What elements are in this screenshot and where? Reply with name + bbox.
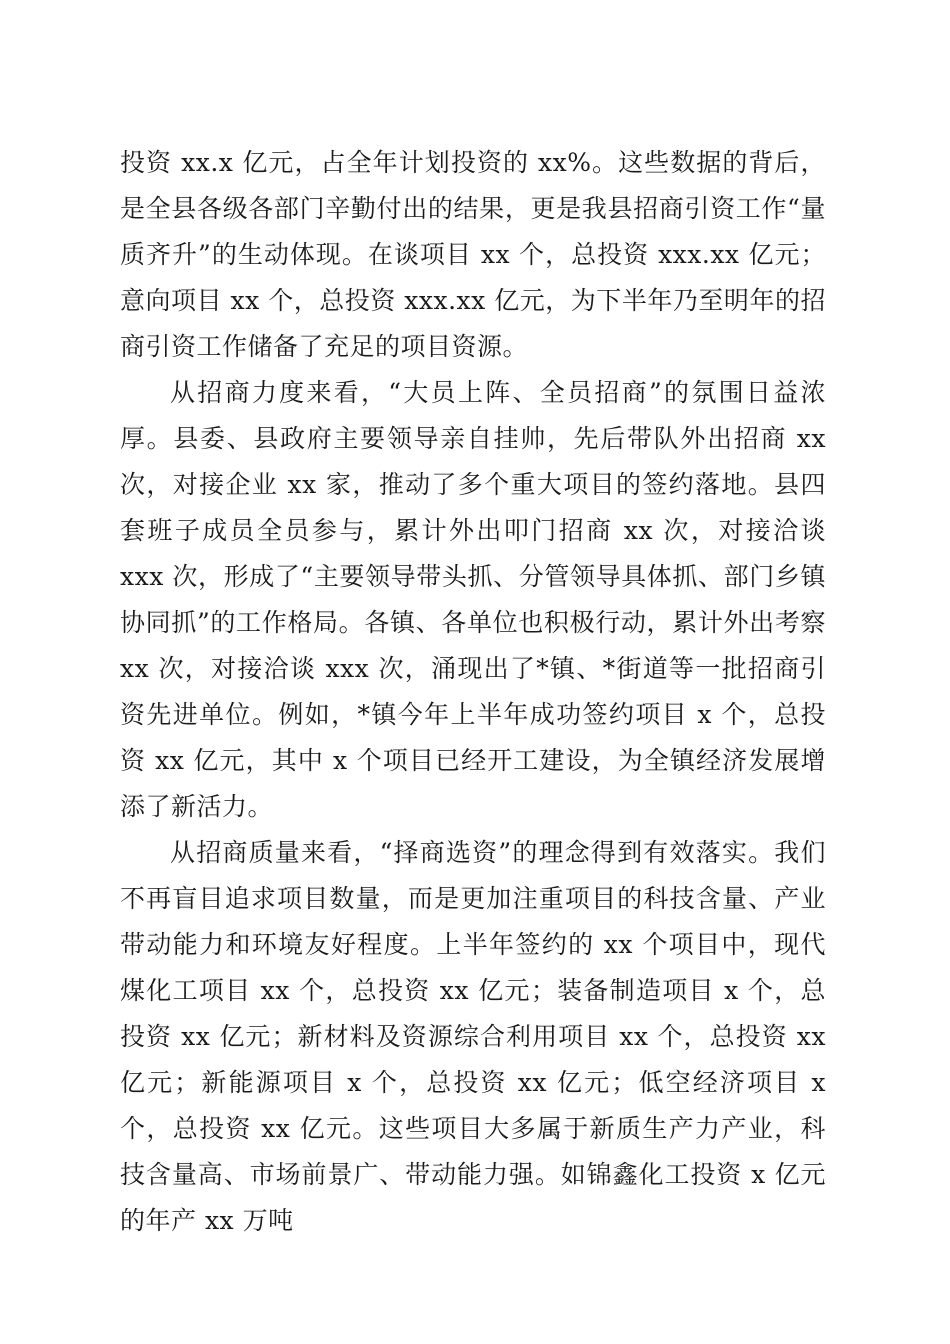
- body-text: [120, 140, 826, 1244]
- paragraph-investment-intensity: 从招商力度来看，“大员上阵、全员招商”的氛围日益浓厚。县委、县政府主要领导亲自挂帅，先后带队外出招商 xx 次，对接企业 xx 家，推动了多个重大项目的签约落地。县四套班子成员全员参与，累计外出叩门招商 xx 次，对接洽谈 xxx 次，形成了“主要领导带头抓、分管领导具体抓、部门乡镇协同抓”的工作格局。各镇、各单位也积极行动，累计外出考察 xx 次，对接洽谈 xxx 次，涌现出了*镇、*街道等一批招商引资先进单位。例如，*镇今年上半年成功签约项目 x 个，总投资 xx 亿元，其中 x 个项目已经开工建设，为全镇经济发展增添了新活力。: [120, 378, 826, 821]
- paragraph-continued: 投资 xx.x 亿元，占全年计划投资的 xx%。这些数据的背后，是全县各级各部门辛勤付出的结果，更是我县招商引资工作“量质齐升”的生动体现。在谈项目 xx 个，总投资 xxx.xx 亿元；意向项目 xx 个，总投资 xxx.xx 亿元，为下半年乃至明年的招商引资工作储备了充足的项目资源。: [120, 148, 826, 361]
- paragraph-investment-quality: 从招商质量来看，“择商选资”的理念得到有效落实。我们不再盲目追求项目数量，而是更加注重项目的科技含量、产业带动能力和环境友好程度。上半年签约的 xx 个项目中，现代煤化工项目 xx 个，总投资 xx 亿元；装备制造项目 x 个，总投资 xx 亿元；新材料及资源综合利用项目 xx 个，总投资 xx 亿元；新能源项目 x 个，总投资 xx 亿元；低空经济项目 x 个，总投资 xx 亿元。这些项目大多属于新质生产力产业，科技含量高、市场前景广、带动能力强。如锦鑫化工投资 x 亿元的年产 xx 万吨: [120, 838, 826, 1235]
